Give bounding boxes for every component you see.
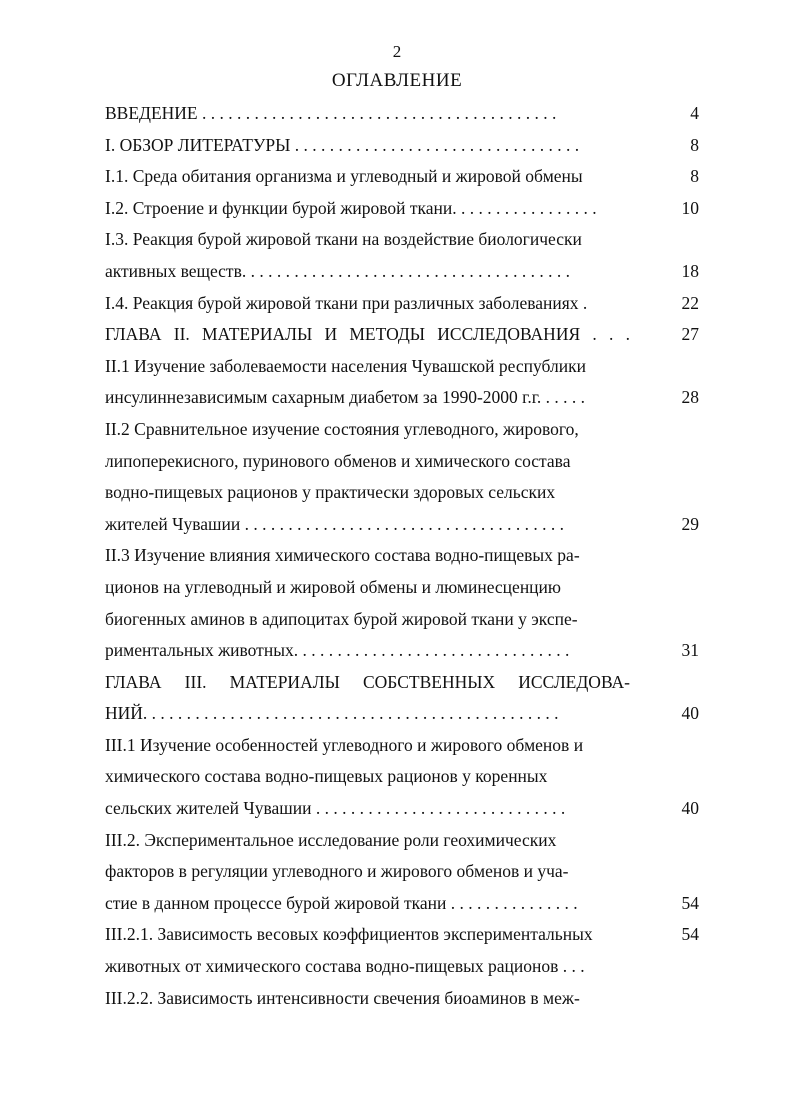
toc-line — [105, 288, 705, 320]
toc-entry-text: I.4. Реакция бурой жировой ткани при различных заболеваниях . — [105, 292, 588, 313]
toc-page-number: 10 — [681, 197, 699, 218]
toc-entry-text: ционов на углеводный и жировой обмены и люминесценцию — [105, 576, 561, 597]
toc-page-number: 4 — [690, 103, 699, 123]
toc-line — [105, 224, 705, 256]
toc-entry-text: животных от химического состава водно-пищевых рационов . . . — [105, 956, 585, 977]
page-title: ОГЛАВЛЕНИЕ — [331, 70, 463, 91]
toc-entry-text: жителей Чувашии . . . . . . . . . . . . . . . . . . . . . . . . . . . . . . . . . . . . . — [105, 513, 564, 534]
toc-page-number: 27 — [681, 324, 699, 345]
toc-entry-text: I.1. Среда обитания организма и углеводный и жировой обмены — [105, 166, 583, 187]
toc-line — [105, 730, 705, 762]
toc-entry-text: сельских жителей Чувашии . . . . . . . . . . . . . . . . . . . . . . . . . . . . . — [105, 798, 566, 819]
toc-line — [105, 919, 705, 951]
toc-entry-text: водно-пищевых рационов у практически здоровых сельских — [105, 482, 556, 503]
toc-line — [105, 509, 705, 541]
toc-line — [105, 667, 705, 699]
toc-entry-text: III.2.2. Зависимость интенсивности свечения биоаминов в меж- — [105, 987, 580, 1008]
toc-page-number: 8 — [690, 134, 699, 155]
toc-entry-text: НИЙ. . . . . . . . . . . . . . . . . . . . . . . . . . . . . . . . . . . . . . . . . . . . . . . . — [105, 703, 559, 724]
toc-line — [105, 604, 705, 636]
toc-page-number: 31 — [681, 640, 699, 661]
toc-line — [105, 572, 705, 604]
toc-entry-text: II.3 Изучение влияния химического состава водно-пищевых ра- — [105, 545, 580, 566]
toc-entry-text: стие в данном процессе бурой жировой ткани . . . . . . . . . . . . . . . — [105, 892, 578, 913]
toc-line — [105, 825, 705, 857]
toc-line — [105, 856, 705, 888]
toc-page-number: 18 — [681, 260, 699, 281]
toc-page-number: 22 — [681, 292, 699, 313]
toc-line — [105, 414, 705, 446]
toc-entry-text: химического состава водно-пищевых рационов у коренных — [105, 766, 548, 787]
toc-page-number: 40 — [681, 703, 699, 724]
toc-entry-text: риментальных животных. . . . . . . . . . . . . . . . . . . . . . . . . . . . . . . . — [105, 640, 570, 661]
toc-line — [105, 951, 705, 983]
toc-line — [105, 698, 705, 730]
toc-line — [105, 983, 705, 1015]
toc-entry-text: инсулиннезависимым сахарным диабетом за 1990-2000 г.г. . . . . . — [105, 387, 586, 408]
toc-entry-text: I.2. Строение и функции бурой жировой ткани. . . . . . . . . . . . . . . . . — [105, 197, 597, 218]
toc-entry-text: ГЛАВА III. МАТЕРИАЛЫ СОБСТВЕННЫХ ИССЛЕДОВА- — [105, 671, 630, 692]
toc-page-number: 28 — [681, 387, 699, 408]
toc-page-number: 8 — [690, 166, 699, 187]
toc-entry-text: I.3. Реакция бурой жировой ткани на воздействие биологически — [105, 229, 582, 250]
toc-line — [105, 161, 705, 193]
table-of-contents — [105, 98, 705, 1014]
toc-page-number: 54 — [681, 924, 699, 945]
toc-page-number: 54 — [681, 892, 699, 913]
toc-page-number: 40 — [681, 798, 699, 819]
toc-entry-text: II.1 Изучение заболеваемости населения Чувашской республики — [105, 355, 586, 376]
toc-line — [105, 761, 705, 793]
toc-line — [105, 193, 705, 225]
toc-line — [105, 793, 705, 825]
toc-line — [105, 256, 705, 288]
toc-line — [105, 888, 705, 920]
toc-page-number: 29 — [681, 513, 699, 534]
toc-line — [105, 477, 705, 509]
toc-line — [105, 540, 705, 572]
toc-line — [105, 382, 705, 414]
toc-entry-text: III.2. Экспериментальное исследование роли геохимических — [105, 829, 557, 850]
toc-entry-text: активных веществ. . . . . . . . . . . . . . . . . . . . . . . . . . . . . . . . . . . . . . — [105, 260, 570, 281]
toc-line — [105, 98, 705, 130]
toc-entry-text: III.2.1. Зависимость весовых коэффициентов экспериментальных — [105, 924, 593, 945]
toc-entry-text: I. ОБЗОР ЛИТЕРАТУРЫ . . . . . . . . . . . . . . . . . . . . . . . . . . . . . . . . . — [105, 134, 580, 155]
toc-entry-text: факторов в регуляции углеводного и жирового обменов и уча- — [105, 861, 569, 882]
toc-entry-text: III.1 Изучение особенностей углеводного и жирового обменов и — [105, 734, 584, 755]
toc-entry-text: биогенных аминов в адипоцитах бурой жировой ткани у экспе- — [105, 608, 578, 629]
toc-line — [105, 130, 705, 162]
toc-line — [105, 635, 705, 667]
toc-line — [105, 446, 705, 478]
toc-line — [105, 319, 705, 351]
toc-entry-text: ГЛАВА II. МАТЕРИАЛЫ И МЕТОДЫ ИССЛЕДОВАНИЯ . . . — [105, 324, 630, 345]
toc-entry-text: липоперекисного, пуринового обменов и химического состава — [105, 450, 571, 471]
toc-entry-text: II.2 Сравнительное изучение состояния углеводного, жирового, — [105, 418, 579, 439]
toc-line — [105, 351, 705, 383]
toc-entry-text: ВВЕДЕНИЕ . . . . . . . . . . . . . . . . . . . . . . . . . . . . . . . . . . . . . . . . . — [105, 103, 557, 123]
page-number: 2 — [392, 42, 402, 61]
